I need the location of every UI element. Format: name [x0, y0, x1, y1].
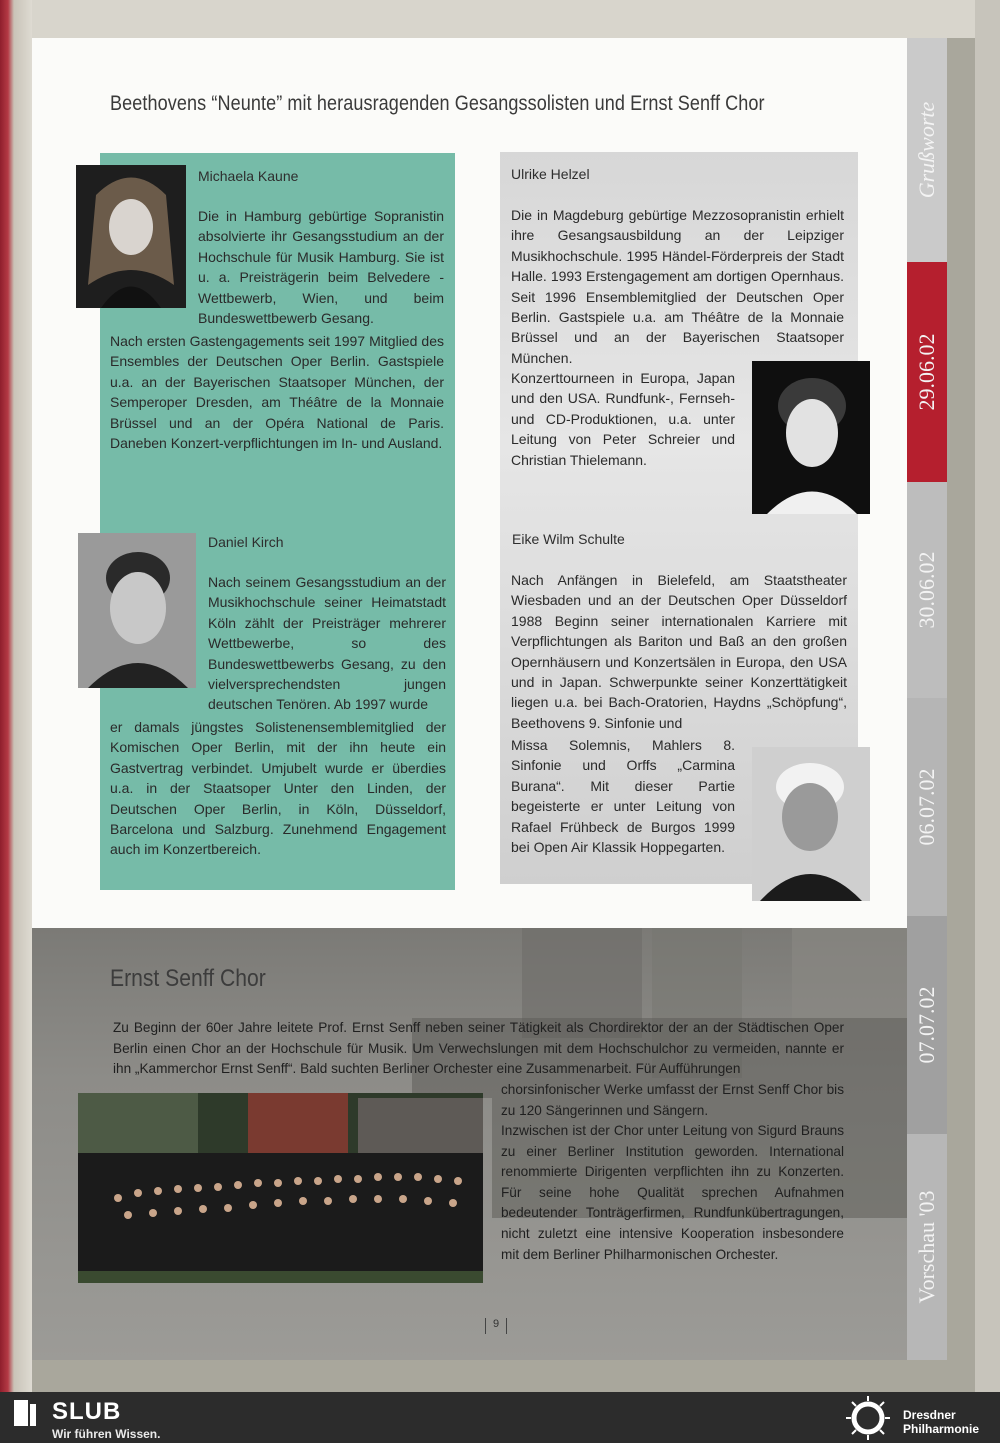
- portrait-image: [752, 747, 870, 901]
- bio-kirch-part1: Nach seinem Gesangsstudium an der Musikhochschule seiner Heimatstadt Köln zählt der Preisträger mehrerer Wettbewerbe, so des Bundeswettbewerbs Gesang, zu den vielversprechendsten jungen deutschen Tenören. Ab 1997 wurde: [208, 574, 446, 713]
- portrait-ulrike-helzel: [752, 361, 870, 514]
- portrait-daniel-kirch: [78, 533, 196, 688]
- chor-group-photo: [78, 1093, 483, 1283]
- page-title: Beethovens “Neunte” mit herausragenden Gesangssolisten und Ernst Senff Chor: [110, 92, 765, 115]
- slub-logo-icon: [14, 1400, 36, 1426]
- portrait-michaela-kaune: [76, 165, 186, 308]
- bio-kaune-part1: Die in Hamburg gebürtige Sopranistin absolvierte ihr Gesangsstudium an der Hochschule für Musik Hamburg. Sie ist u. a. Preisträgerin beim Belvedere - Wettbewerb, Wien, und beim Bundeswettbewerb Gesang.: [198, 208, 444, 327]
- soloist-name-kirch: Daniel Kirch: [208, 534, 284, 550]
- scan-border-right: [975, 0, 1000, 1392]
- tab-29-06-02[interactable]: 29.06.02: [907, 262, 947, 482]
- bio-helzel-part1: Die in Magdeburg gebürtige Mezzosopranistin erhielt ihre Gesangsausbildung an der Leipziger Musikhochschule. 1995 Händel-Förderpreis der Stadt Halle. 1993 Erstengagement am dortigen Opernhaus. Seit 1996 Ensemblemitglied der Deutschen Oper Berlin. Gastspiele u.a. am Théâtre de la Monnaie Brüssel und an der Bayerischen Staatsoper München.: [511, 207, 844, 366]
- tab-30-06-02[interactable]: 30.06.02: [907, 482, 947, 698]
- soloist-name-kaune: Michaela Kaune: [198, 168, 299, 184]
- partner-name: [903, 1408, 979, 1436]
- bio-kirch-part2: er damals jüngstes Solistenensemblemitglied der Komischen Oper Berlin, mit der ihn heute ein Gastvertrag verbindet. Umjubelt wurde er überdies u.a. in der Staatsoper Unter den Linden, der Deutschen Oper Berlin, in Köln, Düsseldorf, Barcelona und Salzburg. Zunehmend Engagement auch im Konzertbereich.: [110, 719, 446, 858]
- bio-schulte-part2: Missa Solemnis, Mahlers 8. Sinfonie und Orffs „Carmina Burana“. Mit dieser Partie begeisterte er unter Leitung von Rafael Frühbeck de Burgos 1999 bei Open Air Klassik Hoppegarten.: [511, 737, 735, 856]
- partner-name-line1: Dresdner: [903, 1408, 956, 1422]
- portrait-image: [752, 361, 870, 514]
- tab-06-07-02[interactable]: 06.07.02: [907, 698, 947, 916]
- portrait-image: [78, 533, 196, 688]
- chor-paragraph-3: Inzwischen ist der Chor unter Leitung von Sigurd Brauns zu einer Berliner Institution geworden. International renommierte Dirigenten verpflichten ihn zu Konzerten. Für seine hohe Qualität sprechen Aufnahmen bedeutender Tonträgerfirmen, Rundfunkübertragungen, nicht zuletzt eine intensive Kooperation insbesondere mit dem Berliner Philharmonischen Orchester.: [501, 1123, 844, 1262]
- slub-brand: SLUB: [52, 1398, 122, 1425]
- chor-paragraph-1: Zu Beginn der 60er Jahre leitete Prof. Ernst Senff neben seiner Tätigkeit als Chordirektor der an der Städtischen Oper Berlin einen Chor an der Hochschule für Musik. Um Verwechslungen mit dem Hochschulchor zu vermeiden, nannte er ihn „Kammerchor Ernst Senff“. Bald suchten Berliner Orchester eine Zusammenarbeit. Für Aufführungen: [113, 1020, 844, 1077]
- scan-border-top: [0, 0, 1000, 38]
- tab-vorschau-03[interactable]: Vorschau '03: [907, 1134, 947, 1360]
- chor-group-image: [78, 1093, 483, 1283]
- chor-paragraph-2: chorsinfonischer Werke umfasst der Ernst Senff Chor bis zu 120 Sängerinnen und Sängern.: [501, 1082, 844, 1118]
- tab-07-07-02[interactable]: 07.07.02: [907, 916, 947, 1134]
- soloist-name-helzel: Ulrike Helzel: [511, 166, 590, 182]
- partner-name-line2: Philharmonie: [903, 1422, 980, 1436]
- soloist-name-schulte: Eike Wilm Schulte: [512, 531, 625, 547]
- section-tabs: [907, 38, 947, 1360]
- chor-title: Ernst Senff Chor: [110, 965, 266, 992]
- dresdner-philharmonie-logo-icon: [842, 1396, 894, 1440]
- tab-grussworte[interactable]: Grußworte: [907, 38, 947, 262]
- page-number: 9: [485, 1318, 507, 1334]
- slub-tagline: Wir führen Wissen.: [52, 1427, 161, 1441]
- scan-border-left: [0, 0, 32, 1392]
- bio-schulte-part1: Nach Anfängen in Bielefeld, am Staatstheater Wiesbaden und an der Deutschen Oper Düsseldorf 1988 Beginn seiner internationalen Karriere mit Verpflichtungen als Bariton und Baß an den großen Opernhäusern und Konzertsälen in Europa, den USA und in Japan. Schwerpunkte seiner Konzerttätigkeit liegen u.a. bei Bach-Oratorien, Haydns „Schöpfung“, Beethovens 9. Sinfonie und: [511, 572, 847, 731]
- portrait-image: [76, 165, 186, 308]
- bio-helzel-part2: Konzerttourneen in Europa, Japan und den USA. Rundfunk-, Fernseh- und CD-Produktionen, u.a. unter Leitung von Peter Schreier und Christian Thielemann.: [511, 370, 735, 468]
- portrait-eike-wilm-schulte: [752, 747, 870, 901]
- bio-kaune-part2: Nach ersten Gastengagements seit 1997 Mitglied des Ensembles der Deutschen Oper Berlin. Gastspiele u.a. an der Bayerischen Staatsoper München, der Semperoper Dresden, am Théâtre de la Monnaie Brüssel und an der Opéra National de Paris. Daneben Konzert-verpflichtungen im In- und Ausland.: [110, 333, 444, 452]
